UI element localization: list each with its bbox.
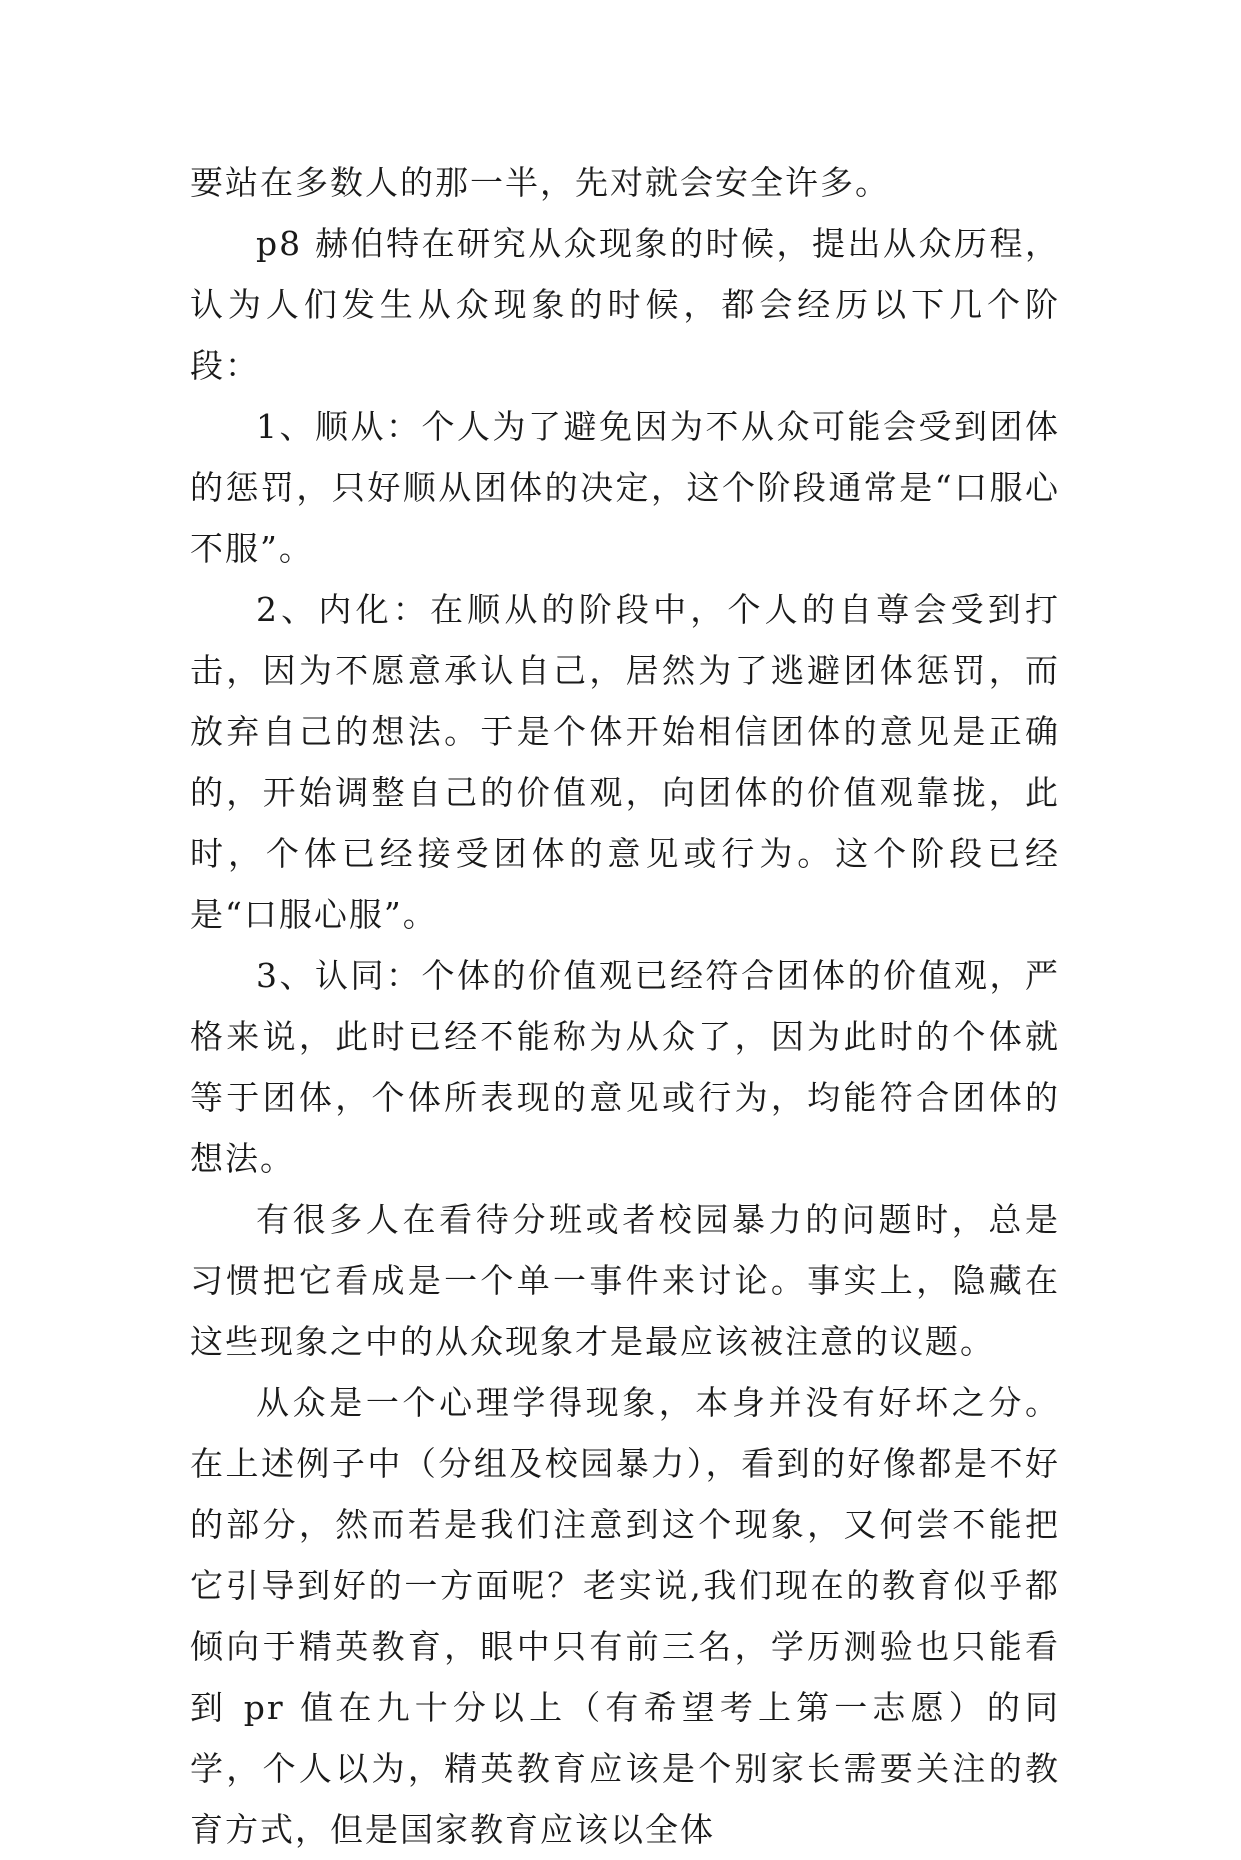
- paragraph-stage-compliance: 1、顺从：个人为了避免因为不从众可能会受到团体的惩罚，只好顺从团体的决定，这个阶段通常是“口服心不服”。: [190, 407, 1060, 568]
- paragraph-education: 从众是一个心理学得现象，本身并没有好坏之分。在上述例子中（分组及校园暴力），看到的好像都是不好的部分，然而若是我们注意到这个现象，又何尝不能把它引导到好的一方面呢？老实说,我们现在的教育似乎都倾向于精英教育，眼中只有前三名，学历测验也只能看到 pr 值在九十分以上（有希望考上第一志愿）的同学，个人以为，精英教育应该是个别家长需要关注的教育方式，但是国家教育应该以全体: [190, 1383, 1060, 1849]
- paragraph-continued: 要站在多数人的那一半，先对就会安全许多。: [190, 163, 890, 202]
- paragraph-school-violence: 有很多人在看待分班或者校园暴力的问题时，总是习惯把它看成是一个单一事件来讨论。事实上，隐藏在这些现象之中的从众现象才是最应该被注意的议题。: [190, 1200, 1060, 1361]
- document-page: [190, 152, 1060, 1860]
- paragraph-stage-identification: 3、认同：个体的价值观已经符合团体的价值观，严格来说，此时已经不能称为从众了，因为此时的个体就等于团体，个体所表现的意见或行为，均能符合团体的想法。: [190, 956, 1060, 1178]
- paragraph-stage-internalization: 2、内化：在顺从的阶段中，个人的自尊会受到打击，因为不愿意承认自己，居然为了逃避团体惩罚，而放弃自己的想法。于是个体开始相信团体的意见是正确的，开始调整自己的价值观，向团体的价值观靠拢，此时，个体已经接受团体的意见或行为。这个阶段已经是“口服心服”。: [190, 590, 1060, 934]
- paragraph-conformity-process: p8 赫伯特在研究从众现象的时候，提出从众历程，认为人们发生从众现象的时候，都会经历以下几个阶段：: [190, 224, 1060, 385]
